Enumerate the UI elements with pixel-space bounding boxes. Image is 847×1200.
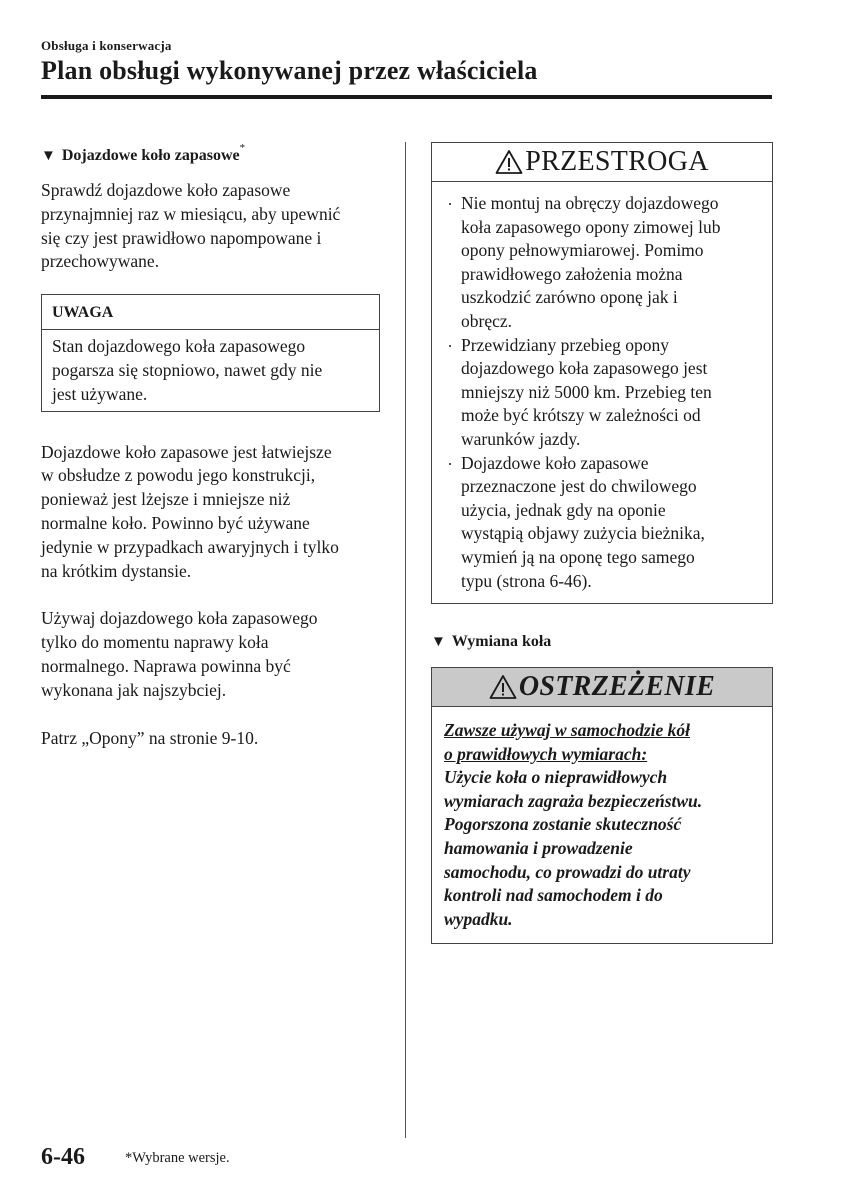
warning-title: OSTRZEŻENIE [518, 671, 716, 703]
paragraph-reference: Patrz „Opony” na stronie 9-10. [41, 727, 259, 748]
left-column [41, 141, 386, 750]
note-body: Stan dojazdowego koła zapasowego pogarsza się stopniowo, nawet gdy nie jest używane. [52, 336, 323, 404]
warning-body: Zawsze używaj w samochodzie kół o prawidłowych wymiarach: Użycie koła o nieprawidłowych wymiarach zagraża bezpieczeństwu. Pogorszona zostanie skuteczność hamowania i prowadzenie samochodu, co prowadzi do utraty kontroli nad samochodem i do wypadku. [444, 720, 703, 929]
caution-bullet: Nie montuj na obręczy dojazdowego koła zapasowego opony zimowej lub opony pełnowymiarowej. Pomimo prawidłowego założenia można uszkodzić zarówno oponę jak i obręcz. [446, 192, 758, 334]
triangle-down-icon: ▼ [41, 148, 56, 164]
warning-triangle-icon [495, 149, 523, 175]
triangle-down-icon: ▼ [431, 634, 446, 651]
subheading-wheel-change [431, 631, 773, 653]
subheading-text: Wymiana koła [451, 633, 552, 651]
footnote: *Wybrane wersje. [125, 1150, 230, 1166]
page-number: 6-46 [41, 1144, 85, 1170]
caution-title: PRZESTROGA [525, 146, 709, 177]
column-divider [405, 142, 406, 1138]
note-title: UWAGA [42, 295, 379, 330]
warning-triangle-icon [489, 674, 517, 700]
warning-box [431, 667, 773, 944]
caution-box [431, 142, 773, 604]
caution-body [432, 182, 772, 603]
footnote-mark: * [239, 141, 246, 154]
intro-paragraph: Sprawdź dojazdowe koło zapasowe przynajmniej raz w miesiącu, aby upewnić się czy jest prawidłowo napompowane i przechowywane. [41, 180, 341, 272]
subheading-text: Dojazdowe koło zapasowe [61, 147, 240, 164]
right-column [431, 142, 773, 944]
caution-bullet: Przewidziany przebieg opony dojazdowego koła zapasowego jest mniejszy niż 5000 km. Przebieg ten może być krótszy w zależności od warunków jazdy. [446, 334, 758, 452]
caution-header [432, 143, 772, 182]
note-box [41, 294, 380, 411]
title-rule [41, 95, 772, 99]
paragraph-construction: Dojazdowe koło zapasowe jest łatwiejsze w obsłudze z powodu jego konstrukcji, ponieważ jest lżejsze i mniejsze niż normalne koło. Powinno być używane jedynie w przypadkach awaryjnych i tylko na krótkim dystansie. [41, 441, 339, 581]
subheading-spare-wheel [41, 141, 386, 167]
warning-header [432, 668, 772, 707]
section-label: Obsługa i konserwacja [41, 38, 172, 53]
paragraph-usage: Używaj dojazdowego koła zapasowego tylko do momentu naprawy koła normalnego. Naprawa powinna być wykonana jak najszybciej. [41, 608, 318, 700]
caution-bullet: Dojazdowe koło zapasowe przeznaczone jest do chwilowego użycia, jednak gdy na oponie wystąpią objawy zużycia bieżnika, wymień ją na oponę tego samego typu (strona 6-46). [446, 452, 758, 594]
page-title: Plan obsługi wykonywanej przez właściciela [41, 56, 538, 85]
